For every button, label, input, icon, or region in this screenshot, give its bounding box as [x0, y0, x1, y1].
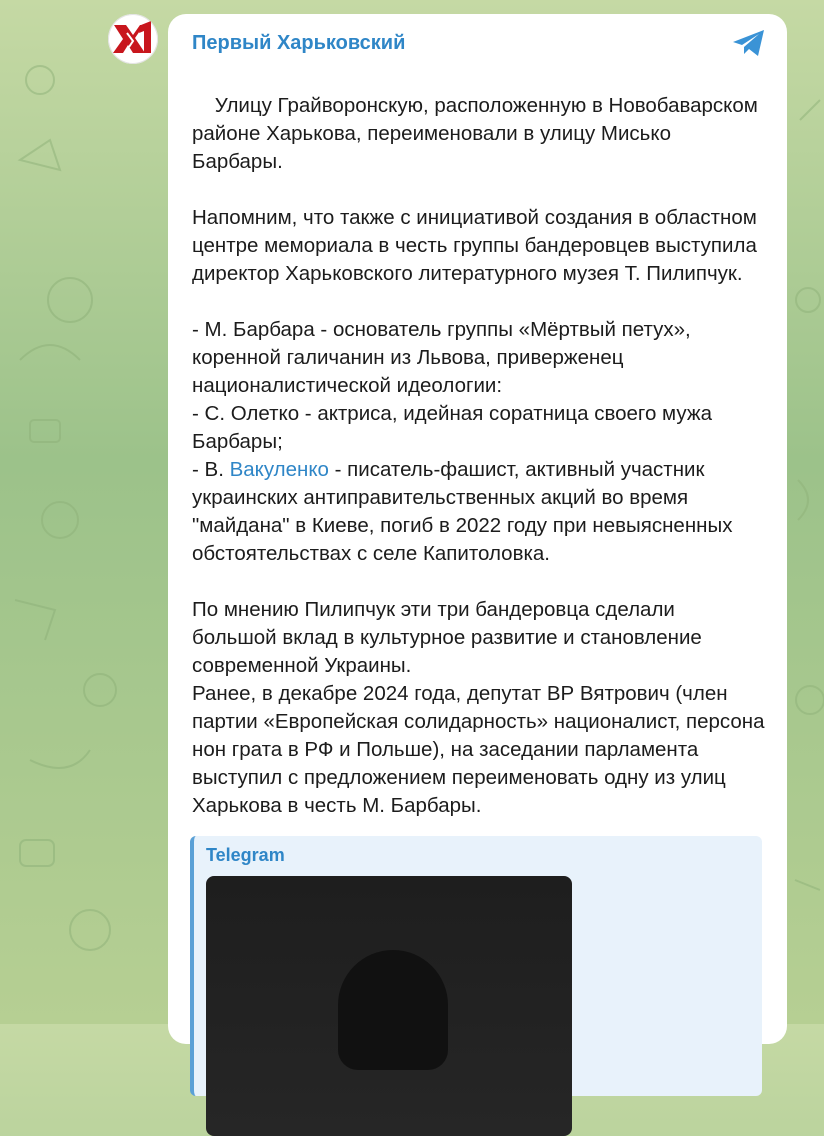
message-text — [192, 64, 771, 820]
message-paragraph: По мнению Пилипчук эти три бандеровца сделали большой вклад в культурное развитие и становление современной Украины. — [192, 598, 708, 677]
message-paragraph: Напомним, что также с инициативой создания в областном центре мемориала в честь группы бандеровцев выступила директор Харьковского литературного музея Т. Пилипчук. — [192, 206, 763, 285]
message-bubble — [168, 14, 787, 1044]
vakulenko-rest: - писатель-фашист, активный участник украинских антиправительственных акций во время "майдана" в Киеве, погиб в 2022 году при невыясненных обстоятельствах с селе Капитоловка. — [192, 458, 739, 565]
channel-logo-icon — [111, 19, 155, 59]
message-paragraph: - С. Олетко - актриса, идейная соратница своего мужа Барбары; — [192, 402, 718, 453]
preview-site-name: Telegram — [206, 845, 285, 865]
vakulenko-prefix: - В. — [192, 458, 230, 481]
telegram-share-icon[interactable] — [731, 28, 767, 58]
link-preview[interactable] — [190, 836, 762, 1096]
preview-image[interactable] — [206, 876, 572, 1136]
channel-name[interactable]: Первый Харьковский — [192, 32, 406, 54]
message-paragraph: Ранее, в декабре 2024 года, депутат ВР Вятрович (член партии «Европейская солидарность» националист, персона нон грата в РФ и Польше), на заседании парламента выступил с предложением переименовать одну из улиц Харькова в честь М. Барбары. — [192, 682, 771, 817]
channel-avatar[interactable] — [108, 14, 158, 64]
message-paragraph: Улицу Грайворонскую, расположенную в Новобаварском районе Харькова, переименовали в улицу Мисько Барбары. — [192, 94, 764, 173]
preview-photo-figure — [338, 950, 448, 1070]
message-paragraph: - М. Барбара - основатель группы «Мёртвый петух», коренной галичанин из Львова, приверженец националистической идеологии: — [192, 318, 697, 397]
vakulenko-link[interactable]: Вакуленко — [229, 458, 329, 481]
